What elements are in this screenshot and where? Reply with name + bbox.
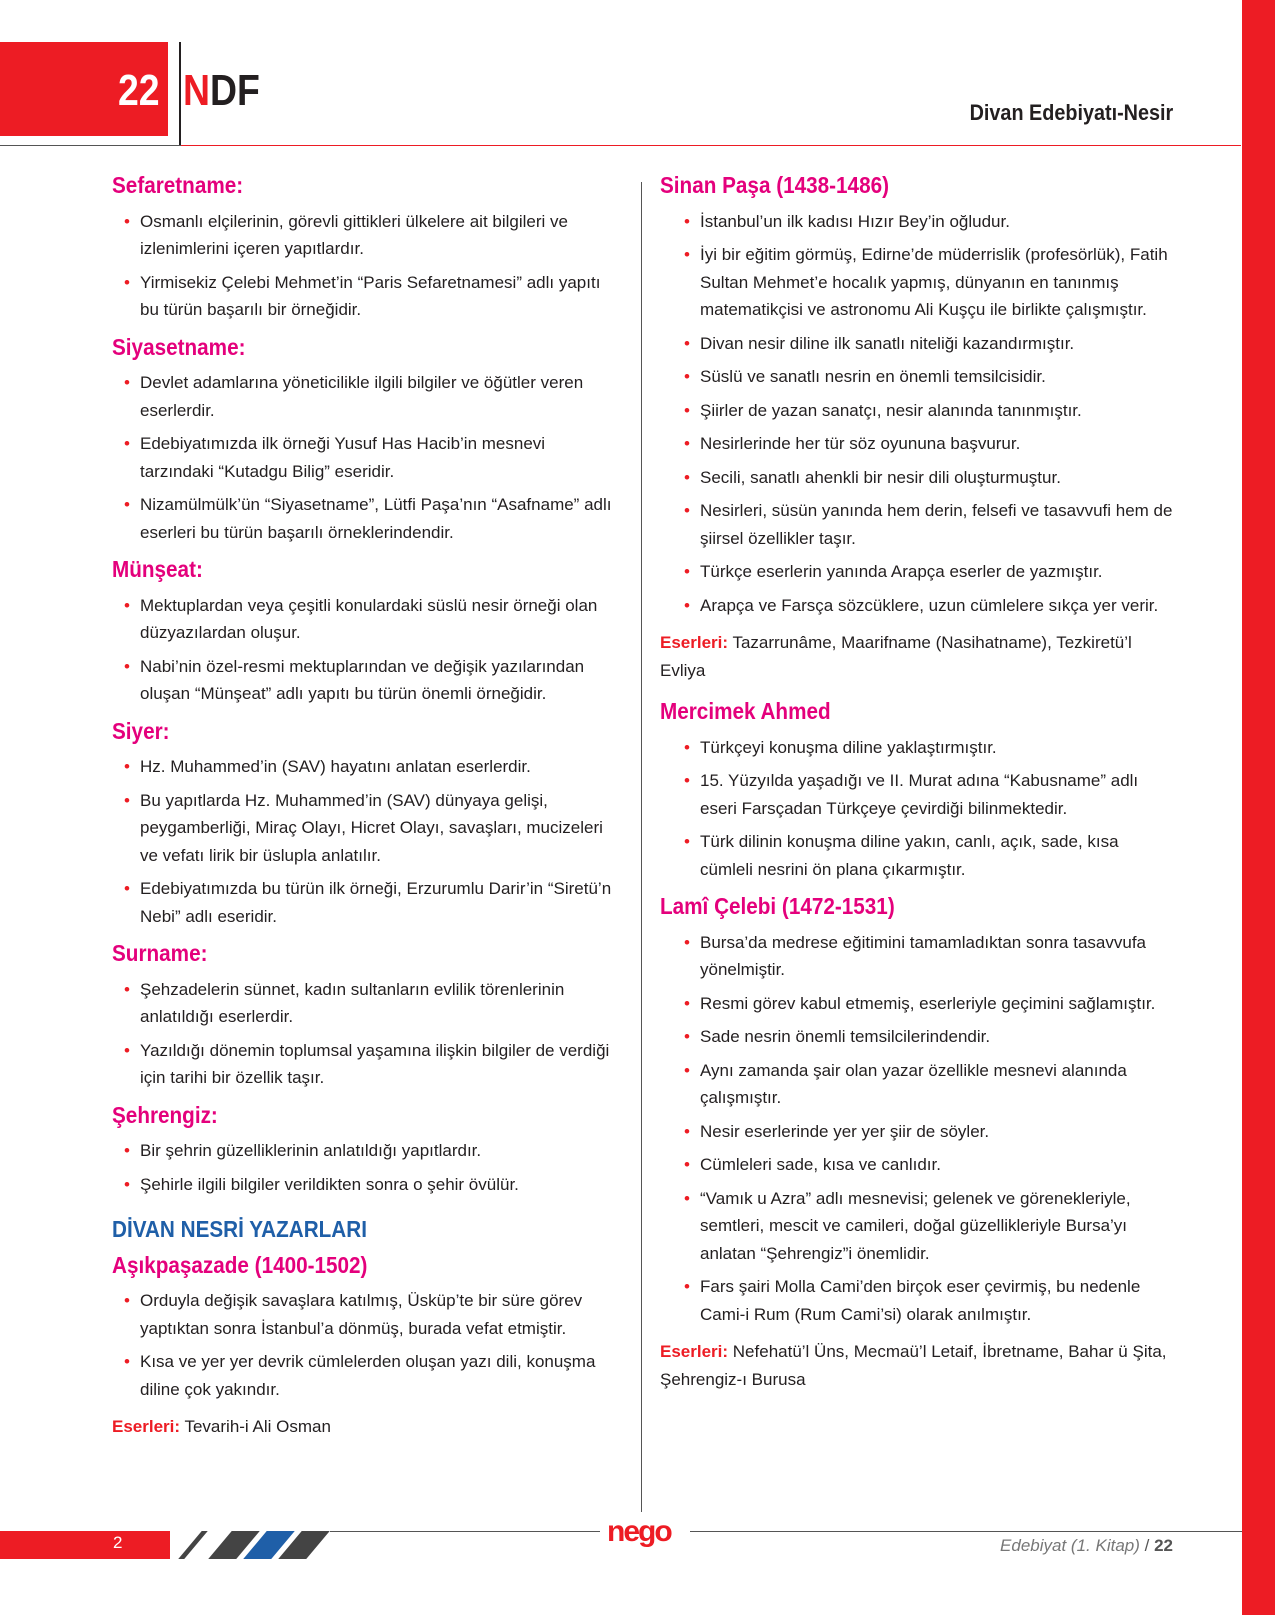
section-heading: Mercimek Ahmed [660,698,831,724]
footer-book-info: Edebiyat (1. Kitap) / 22 [1000,1536,1173,1555]
section-heading: Lamî Çelebi (1472-1531) [660,893,895,919]
list-item: • “Vamık u Azra” adlı mesnevisi; gelenek ve görenekleriyle, semtleri, mescit ve camileri, doğal güzellikleriyle Bursa’yı anlatan “Şehrengiz”i önemlidir. [700,1185,1175,1268]
footer-rule [690,1531,1242,1532]
chapter-title: Divan Edebiyatı-Nesir [969,100,1173,125]
bullet-list [112,1287,612,1403]
list-item: • Yirmisekiz Çelebi Mehmet’in “Paris Sefaretnamesi” adlı yapıtı bu türün başarılı bir örneğidir. [140,269,612,324]
works-text: Nefehatü’l Üns, Mecmaü’l Letaif, İbretname, Bahar ü Şita, Şehrengiz-ı Burusa [660,1342,1167,1389]
bullet-list [660,929,1175,1329]
list-item: • Bir şehrin güzelliklerinin anlatıldığı yapıtlardır. [140,1137,612,1165]
header-rule [0,145,181,146]
bullet-list [112,753,612,930]
list-item: • Hz. Muhammed’in (SAV) hayatını anlatan eserlerdir. [140,753,612,781]
bullet-list [112,1137,612,1198]
list-item: • İyi bir eğitim görmüş, Edirne’de müderrislik (profesörlük), Fatih Sultan Mehmet’e hocalık yapmış, dünyanın en tanınmış matematikçisi ve astronomu Ali Kuşçu ile birlikte çalışmıştır. [700,241,1175,324]
footer-page-number: 2 [113,1533,123,1552]
list-item: • Osmanlı elçilerinin, görevli gittikleri ülkelere ait bilgileri ve izlenimlerini içeren yapıtlardır. [140,208,612,263]
list-item: • Aynı zamanda şair olan yazar özellikle mesnevi alanında çalışmıştır. [700,1057,1175,1112]
footer-rule [330,1531,600,1532]
section-heading: Siyasetname: [112,333,246,360]
works-text: Tazarrunâme, Maarifname (Nasihatname), Tezkiretü’l Evliya [660,633,1132,680]
works-line [660,1338,1175,1393]
bullet-list [112,592,612,708]
left-column [112,172,612,1455]
side-accent-bar [1242,0,1275,1615]
list-item: • Resmi görev kabul etmemiş, eserleriyle geçimini sağlamıştır. [700,990,1175,1018]
list-item: • Devlet adamlarına yöneticilikle ilgili bilgiler ve öğütler veren eserlerdir. [140,369,612,424]
header-divider [179,42,181,146]
list-item: • Cümleleri sade, kısa ve canlıdır. [700,1151,1175,1179]
bullet-list [112,976,612,1092]
column-divider [641,182,642,1512]
works-line [112,1413,612,1441]
list-item: • Edebiyatımızda bu türün ilk örneği, Erzurumlu Darir’in “Siretü’n Nebi” adlı eseridir. [140,875,612,930]
section-heading: Siyer: [112,717,170,744]
list-item: • Arapça ve Farsça sözcüklere, uzun cümlelere sıkça yer verir. [700,592,1175,620]
section-title: DİVAN NESRİ YAZARLARI [112,1216,367,1242]
list-item: • İstanbul’un ilk kadısı Hızır Bey’in oğludur. [700,208,1175,236]
bullet-list [112,208,612,324]
unit-number: 22 [118,66,160,115]
list-item: • Şiirler de yazan sanatçı, nesir alanında tanınmıştır. [700,397,1175,425]
list-item: • Türk dilinin konuşma diline yakın, canlı, açık, sade, kısa cümleli nesrini ön plana çıkarmıştır. [700,828,1175,883]
list-item: • Sade nesrin önemli temsilcilerindendir. [700,1023,1175,1051]
list-item: • Nesirleri, süsün yanında hem derin, felsefi ve tasavvufi hem de şiirsel özellikler taşır. [700,497,1175,552]
list-item: • 15. Yüzyılda yaşadığı ve II. Murat adına “Kabusname” adlı eseri Farsçadan Türkçeye çevirdiği bilinmektedir. [700,767,1175,822]
bullet-list [660,208,1175,620]
bullet-list [660,734,1175,884]
footer-red-block [0,1531,170,1559]
list-item: • Nesirlerinde her tür söz oyununa başvurur. [700,430,1175,458]
list-item: • Mektuplardan veya çeşitli konulardaki süslü nesir örneği olan düzyazılardan oluşur. [140,592,612,647]
header-logo: NDF [183,66,260,115]
publisher-logo: nego [607,1515,671,1548]
list-item: • Edebiyatımızda ilk örneği Yusuf Has Hacib’in mesnevi tarzındaki “Kutadgu Bilig” eseridir. [140,430,612,485]
list-item: • Orduyla değişik savaşlara katılmış, Üsküp’te bir süre görev yaptıktan sonra İstanbul’a dönmüş, burada vefat etmiştir. [140,1287,612,1342]
list-item: • Bu yapıtlarda Hz. Muhammed’in (SAV) dünyaya gelişi, peygamberliği, Miraç Olayı, Hicret Olayı, savaşları, mucizeleri ve vefatı lirik bir üslupla anlatılır. [140,787,612,870]
section-heading: Şehrengiz: [112,1101,218,1128]
list-item: • Süslü ve sanatlı nesrin en önemli temsilcisidir. [700,363,1175,391]
list-item: • Nizamülmülk’ün “Siyasetname”, Lütfi Paşa’nın “Asafname” adlı eserleri bu türün başarılı örneklerindendir. [140,491,612,546]
list-item: • Türkçe eserlerin yanında Arapça eserler de yazmıştır. [700,558,1175,586]
section-heading: Münşeat: [112,556,203,582]
list-item: • Kısa ve yer yer devrik cümlelerden oluşan yazı dili, konuşma diline çok yakındır. [140,1348,612,1403]
works-text: Tevarih-i Ali Osman [184,1417,331,1436]
bullet-list [112,369,612,546]
list-item: • Divan nesir diline ilk sanatlı niteliği kazandırmıştır. [700,330,1175,358]
list-item: • Yazıldığı dönemin toplumsal yaşamına ilişkin bilgiler de verdiği için tarihi bir özellik taşır. [140,1037,612,1092]
section-heading: Aşıkpaşazade (1400-1502) [112,1251,368,1278]
section-heading: Sefaretname: [112,172,244,198]
works-label: Eserleri: [112,1417,181,1436]
list-item: • Nesir eserlerinde yer yer şiir de söyler. [700,1118,1175,1146]
list-item: • Fars şairi Molla Cami’den birçok eser çevirmiş, bu nedenle Cami-i Rum (Rum Cami’si) olarak anılmıştır. [700,1273,1175,1328]
list-item: • Nabi’nin özel-resmi mektuplarından ve değişik yazılarından oluşan “Münşeat” adlı yapıtı bu türün önemli örneğidir. [140,653,612,708]
right-column [660,172,1175,1407]
works-label: Eserleri: [660,633,729,652]
section-heading: Sinan Paşa (1438-1486) [660,172,889,198]
works-label: Eserleri: [660,1342,729,1361]
list-item: • Türkçeyi konuşma diline yaklaştırmıştır. [700,734,1175,762]
list-item: • Bursa’da medrese eğitimini tamamladıktan sonra tasavvufa yönelmiştir. [700,929,1175,984]
footer-stripe [178,1531,207,1559]
header-rule [181,145,1241,146]
list-item: • Secili, sanatlı ahenkli bir nesir dili oluşturmuştur. [700,464,1175,492]
works-line [660,629,1175,684]
list-item: • Şehirle ilgili bilgiler verildikten sonra o şehir övülür. [140,1171,612,1199]
section-heading: Surname: [112,940,208,966]
list-item: • Şehzadelerin sünnet, kadın sultanların evlilik törenlerinin anlatıldığı eserlerdir. [140,976,612,1031]
